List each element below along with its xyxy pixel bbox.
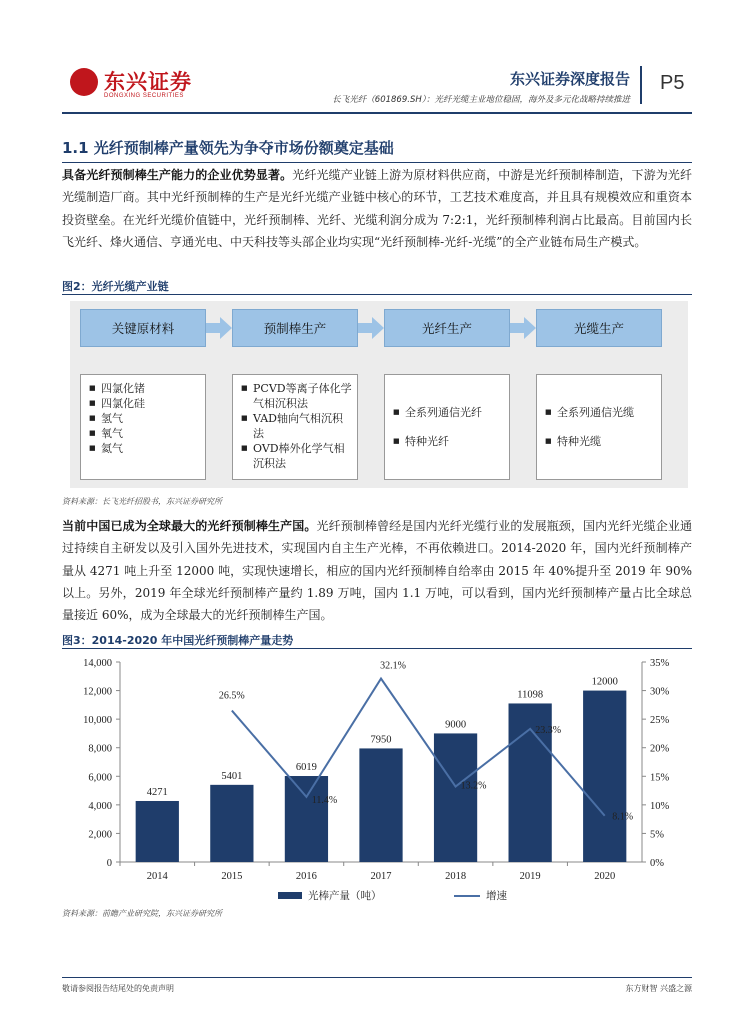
y-tick-label: 4,000	[88, 800, 112, 812]
report-subtitle: 长飞光纤（601869.SH）：光纤光缆主业地位稳固，海外及多元化战略持续推进	[332, 95, 630, 105]
list-item: ■ 氢气	[89, 411, 201, 426]
legend-bar-swatch	[278, 892, 302, 899]
y-tick-label: 10,000	[83, 715, 112, 727]
growth-label: 26.5%	[218, 690, 245, 702]
header-rule	[62, 112, 692, 114]
figure-3-title: 图3：2014-2020 年中国光纤预制棒产量走势	[62, 634, 294, 647]
footer-rule	[62, 977, 692, 978]
x-tick-label: 2014	[146, 871, 168, 882]
list-item: ■ 氧气	[89, 426, 201, 441]
flow-arrow-icon	[358, 317, 384, 339]
x-tick-label: 2017	[370, 871, 392, 882]
section-rule	[62, 162, 692, 163]
y2-tick-label: 5%	[650, 829, 664, 841]
footer-disclaimer: 敬请参阅报告结尾处的免责声明	[62, 984, 174, 993]
report-title: 东兴证券深度报告	[509, 70, 630, 88]
list-item: ■ 特种光缆	[545, 434, 657, 449]
growth-label: 23.3%	[535, 724, 562, 736]
y-tick-label: 12,000	[83, 686, 112, 698]
bar-value-label: 9000	[445, 719, 467, 731]
bar-value-label: 5401	[221, 770, 243, 782]
list-item: ■ 全系列通信光纤	[393, 405, 505, 420]
paragraph-1-body: 光纤光缆产业链上游为原材料供应商，中游是光纤预制棒制造，下游为光纤光缆制造厂商。其中光纤预制棒的生产是光纤光缆产业链中核心的环节，工艺技术难度高，并且具有规模效应和重资本投资壁垒。在光纤光缆价值链中，光纤预制棒、光纤、光缆利润分成为 7:2:1，光纤预制棒利润占比最高。目前国内长飞光纤、烽火通信、亨通光电、中天科技等头部企业均实现“光纤预制棒-光纤-光缆”的全产业链布局生产模式。	[62, 168, 692, 249]
x-tick-label: 2020	[594, 871, 616, 882]
bar-value-label: 6019	[295, 762, 317, 774]
y-tick-label: 2,000	[88, 829, 112, 841]
stage-fiber-production: 光纤生产	[384, 309, 510, 347]
growth-label: 13.2%	[460, 780, 487, 792]
y2-tick-label: 0%	[650, 858, 664, 869]
paragraph-2-lead: 当前中国已成为全球最大的光纤预制棒生产国。	[62, 519, 317, 533]
page-number: P5	[660, 72, 685, 94]
paragraph-1	[62, 164, 692, 253]
y2-tick-label: 35%	[650, 658, 670, 669]
fiber-products-box	[384, 374, 510, 480]
section-heading: 1.1 光纤预制棒产量领先为争夺市场份额奠定基础	[62, 139, 394, 157]
cable-products-box	[536, 374, 662, 480]
list-item: ■ 特种光纤	[393, 434, 505, 449]
logo-subtext: DONGXING SECURITIES	[104, 93, 184, 99]
flow-arrow-icon	[510, 317, 536, 339]
y2-tick-label: 30%	[650, 686, 670, 698]
bar	[210, 785, 253, 862]
list-item: ■ 全系列通信光缆	[545, 405, 657, 420]
paragraph-2	[62, 515, 692, 626]
flow-arrow-icon	[206, 317, 232, 339]
y-tick-label: 0	[106, 858, 112, 869]
bar-value-label: 12000	[591, 676, 618, 688]
bar	[583, 691, 626, 862]
figure-2-title: 图2：光纤光缆产业链	[62, 280, 169, 293]
growth-label: 32.1%	[380, 660, 406, 672]
preform-methods-box	[232, 374, 358, 480]
company-logo	[70, 66, 210, 104]
bar-value-label: 11098	[517, 689, 544, 701]
raw-materials-box	[80, 374, 206, 480]
y-tick-label: 6,000	[88, 772, 112, 784]
footer-slogan: 东方财智 兴盛之源	[625, 984, 692, 993]
legend-line-label: 增速	[486, 890, 507, 902]
x-tick-label: 2019	[519, 871, 541, 882]
y2-tick-label: 10%	[650, 800, 670, 812]
bar-value-label: 7950	[370, 734, 392, 746]
list-item: ■ OVD棒外化学气相沉积法	[241, 441, 353, 471]
figure-3-source: 资料来源：前瞻产业研究院，东兴证券研究所	[62, 909, 222, 918]
legend-bar-label: 光棒产量（吨）	[308, 890, 382, 902]
logo-mark-icon	[70, 68, 98, 96]
logo-text: 东兴证券	[104, 70, 192, 94]
figure-3-rule	[62, 648, 692, 649]
paragraph-1-lead: 具备光纤预制棒生产能力的企业优势显著。	[62, 168, 293, 182]
y-tick-label: 14,000	[83, 658, 112, 669]
y2-tick-label: 20%	[650, 743, 670, 755]
stage-raw-materials: 关键原材料	[80, 309, 206, 347]
list-item: ■ 氦气	[89, 441, 201, 456]
bar	[285, 776, 328, 862]
y2-tick-label: 25%	[650, 715, 670, 727]
y2-tick-label: 15%	[650, 772, 670, 784]
figure-2-rule	[62, 294, 692, 295]
bar	[359, 748, 402, 862]
x-tick-label: 2015	[221, 871, 243, 882]
paragraph-2-body: 光纤预制棒曾经是国内光纤光缆行业的发展瓶颈，国内光纤光缆企业通过持续自主研发以及引入国外先进技术，实现国内自主生产光棒，不再依赖进口。2014-2020 年，国内光纤预制棒产量从 4271 吨上升至 12000 吨，实现快速增长，相应的国内光纤预制棒自给率由 2015 年 40%提升至 2019 年 90%以上。另外，2019 年全球光纤预制棒产量约 1.89 万吨，国内 1.1 万吨，可以看到，国内光纤预制棒产量占比全球总量接近 60%，成为全球最大的光纤预制棒生产国。	[62, 519, 692, 623]
bar-value-label: 4271	[146, 786, 168, 798]
production-chart	[62, 652, 692, 904]
header-divider	[640, 66, 642, 104]
list-item: ■ VAD轴向气相沉积法	[241, 411, 353, 441]
growth-label: 11.4%	[311, 794, 338, 806]
list-item: ■ 四氯化硅	[89, 396, 201, 411]
x-tick-label: 2018	[445, 871, 467, 882]
bar	[434, 733, 477, 862]
list-item: ■ 四氯化锗	[89, 381, 201, 396]
stage-preform-production: 预制棒生产	[232, 309, 358, 347]
figure-2-source: 资料来源：长飞光纤招股书，东兴证券研究所	[62, 497, 222, 506]
stage-cable-production: 光缆生产	[536, 309, 662, 347]
y-tick-label: 8,000	[88, 743, 112, 755]
bar	[136, 801, 179, 862]
x-tick-label: 2016	[295, 871, 317, 882]
growth-label: 8.1%	[612, 811, 634, 823]
list-item: ■ PCVD等离子体化学气相沉积法	[241, 381, 353, 411]
